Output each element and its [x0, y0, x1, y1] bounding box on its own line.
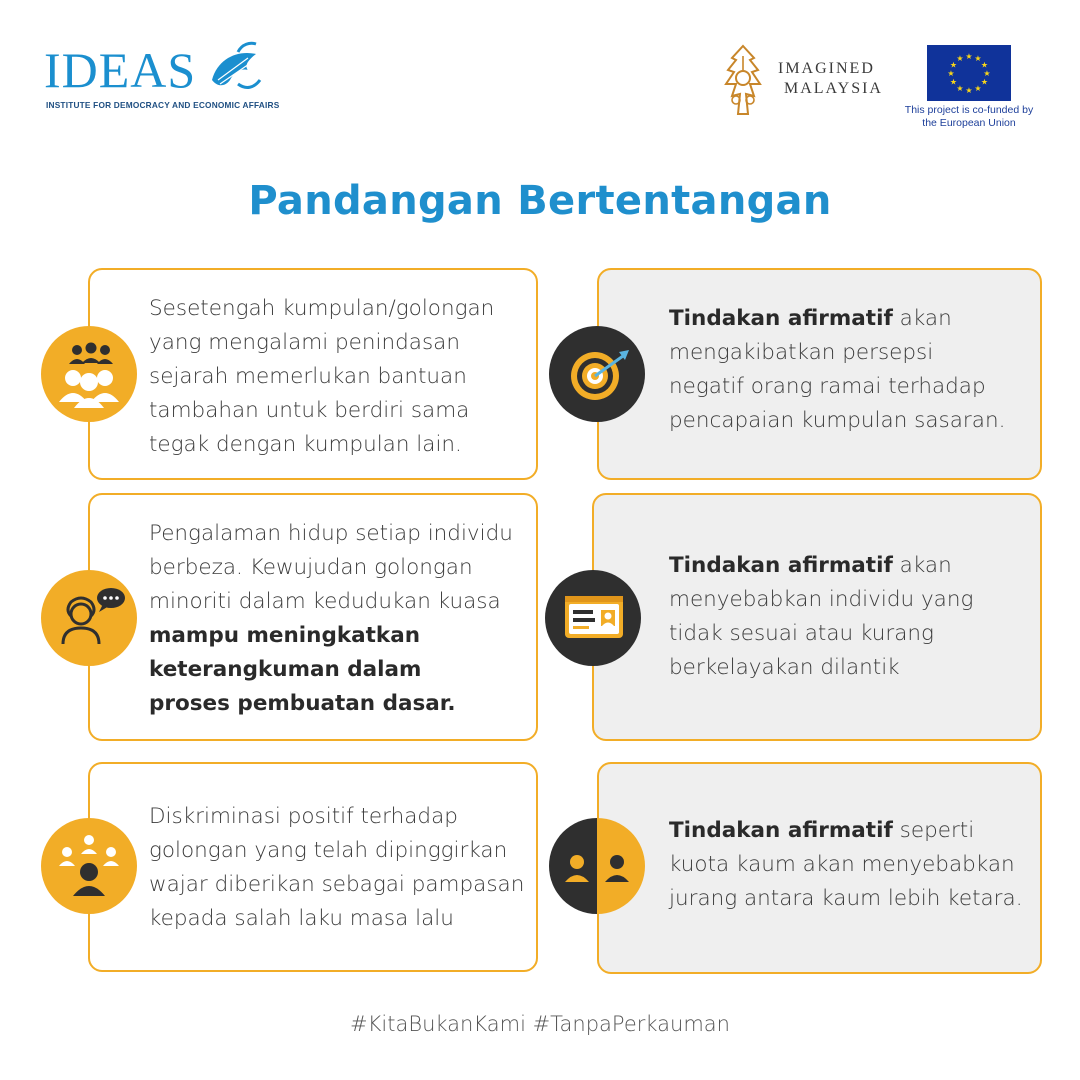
svg-text:★: ★	[949, 60, 958, 70]
group-of-people-icon	[41, 326, 137, 422]
text-line: kepada salah laku masa lalu	[149, 906, 454, 931]
target-icon	[549, 326, 645, 422]
svg-text:★: ★	[965, 86, 973, 95]
svg-text:★: ★	[980, 60, 989, 70]
ideas-tagline: INSTITUTE FOR DEMOCRACY AND ECONOMIC AFFAIRS	[46, 100, 280, 110]
left-card-1	[88, 268, 538, 480]
text-line: Diskriminasi positif terhadap	[149, 804, 458, 829]
text-line: mengakibatkan persepsi	[669, 340, 934, 365]
ideas-bird-icon	[208, 40, 266, 100]
left-card-2-text	[149, 517, 513, 721]
text-rest: seperti	[892, 818, 975, 843]
people-hierarchy-icon	[41, 818, 137, 914]
text-line: berkelayakan dilantik	[669, 655, 900, 680]
two-persons-split-icon	[549, 818, 645, 914]
text-line: berbeza. Kewujudan golongan	[149, 555, 473, 580]
left-card-3	[88, 762, 538, 972]
imagined-logo-line1: IMAGINED	[778, 60, 875, 77]
text-line	[669, 814, 1023, 848]
svg-text:★: ★	[974, 84, 982, 93]
text-line	[669, 549, 973, 583]
text-rest: akan	[892, 306, 952, 331]
text-line: tidak sesuai atau kurang	[669, 621, 934, 646]
right-card-3	[597, 762, 1042, 974]
text-line: kuota kaum akan menyebabkan	[669, 852, 1015, 877]
text-line: menyebabkan individu yang	[669, 587, 974, 612]
bold-text-line: keterangkuman dalam	[149, 657, 422, 682]
wayang-logo-icon	[720, 44, 766, 116]
svg-text:★: ★	[974, 54, 982, 63]
bold-phrase: Tindakan afirmatif	[669, 306, 893, 331]
left-card-1-text	[149, 292, 494, 462]
eu-text-line1: This project is co-funded by	[904, 104, 1034, 116]
page-title: Pandangan Bertentangan	[248, 178, 832, 224]
svg-text:★: ★	[983, 69, 991, 78]
right-card-2-text	[669, 549, 973, 685]
text-line	[669, 302, 1005, 336]
id-card-icon	[545, 570, 641, 666]
right-card-3-text	[669, 814, 1023, 916]
bold-phrase: Tindakan afirmatif	[669, 818, 893, 843]
right-card-1-text	[669, 302, 1005, 438]
eu-text-line2: the European Union	[922, 117, 1016, 129]
svg-text:★: ★	[956, 84, 964, 93]
text-line: Sesetengah kumpulan/golongan	[149, 296, 495, 321]
bold-text-line: proses pembuatan dasar.	[149, 691, 456, 716]
text-line: negatif orang ramai terhadap	[669, 374, 986, 399]
svg-text:★: ★	[980, 77, 989, 87]
person-speech-bubble-icon	[41, 570, 137, 666]
text-line: sejarah memerlukan bantuan	[149, 364, 467, 389]
imagined-logo-line2: MALAYSIA	[784, 80, 883, 97]
left-card-2	[88, 493, 538, 741]
text-rest: akan	[892, 553, 952, 578]
text-line: tambahan untuk berdiri sama	[149, 398, 470, 423]
left-card-3-text	[149, 800, 524, 936]
text-line: wajar diberikan sebagai pampasan	[149, 872, 525, 897]
bold-phrase: Tindakan afirmatif	[669, 553, 893, 578]
hashtags: #KitaBukanKami #TanpaPerkauman	[350, 1012, 730, 1036]
text-line: tegak dengan kumpulan lain.	[149, 432, 462, 457]
text-line: Pengalaman hidup setiap individu	[149, 521, 513, 546]
text-line: pencapaian kumpulan sasaran.	[669, 408, 1006, 433]
svg-text:★: ★	[956, 54, 964, 63]
svg-text:★: ★	[947, 69, 955, 78]
text-line: minoriti dalam kedudukan kuasa	[149, 589, 501, 614]
eu-stars-icon	[927, 45, 1011, 101]
text-line: jurang antara kaum lebih ketara.	[669, 886, 1023, 911]
text-line: golongan yang telah dipinggirkan	[149, 838, 508, 863]
svg-text:★: ★	[949, 77, 958, 87]
eu-flag	[927, 45, 1011, 101]
text-line: yang mengalami penindasan	[149, 330, 460, 355]
bold-text-line: mampu meningkatkan	[149, 623, 421, 648]
eu-cofunded-text	[894, 104, 1044, 130]
svg-text:★: ★	[965, 52, 973, 61]
ideas-wordmark: IDEAS	[44, 42, 197, 98]
right-card-2	[592, 493, 1042, 741]
right-card-1	[597, 268, 1042, 480]
